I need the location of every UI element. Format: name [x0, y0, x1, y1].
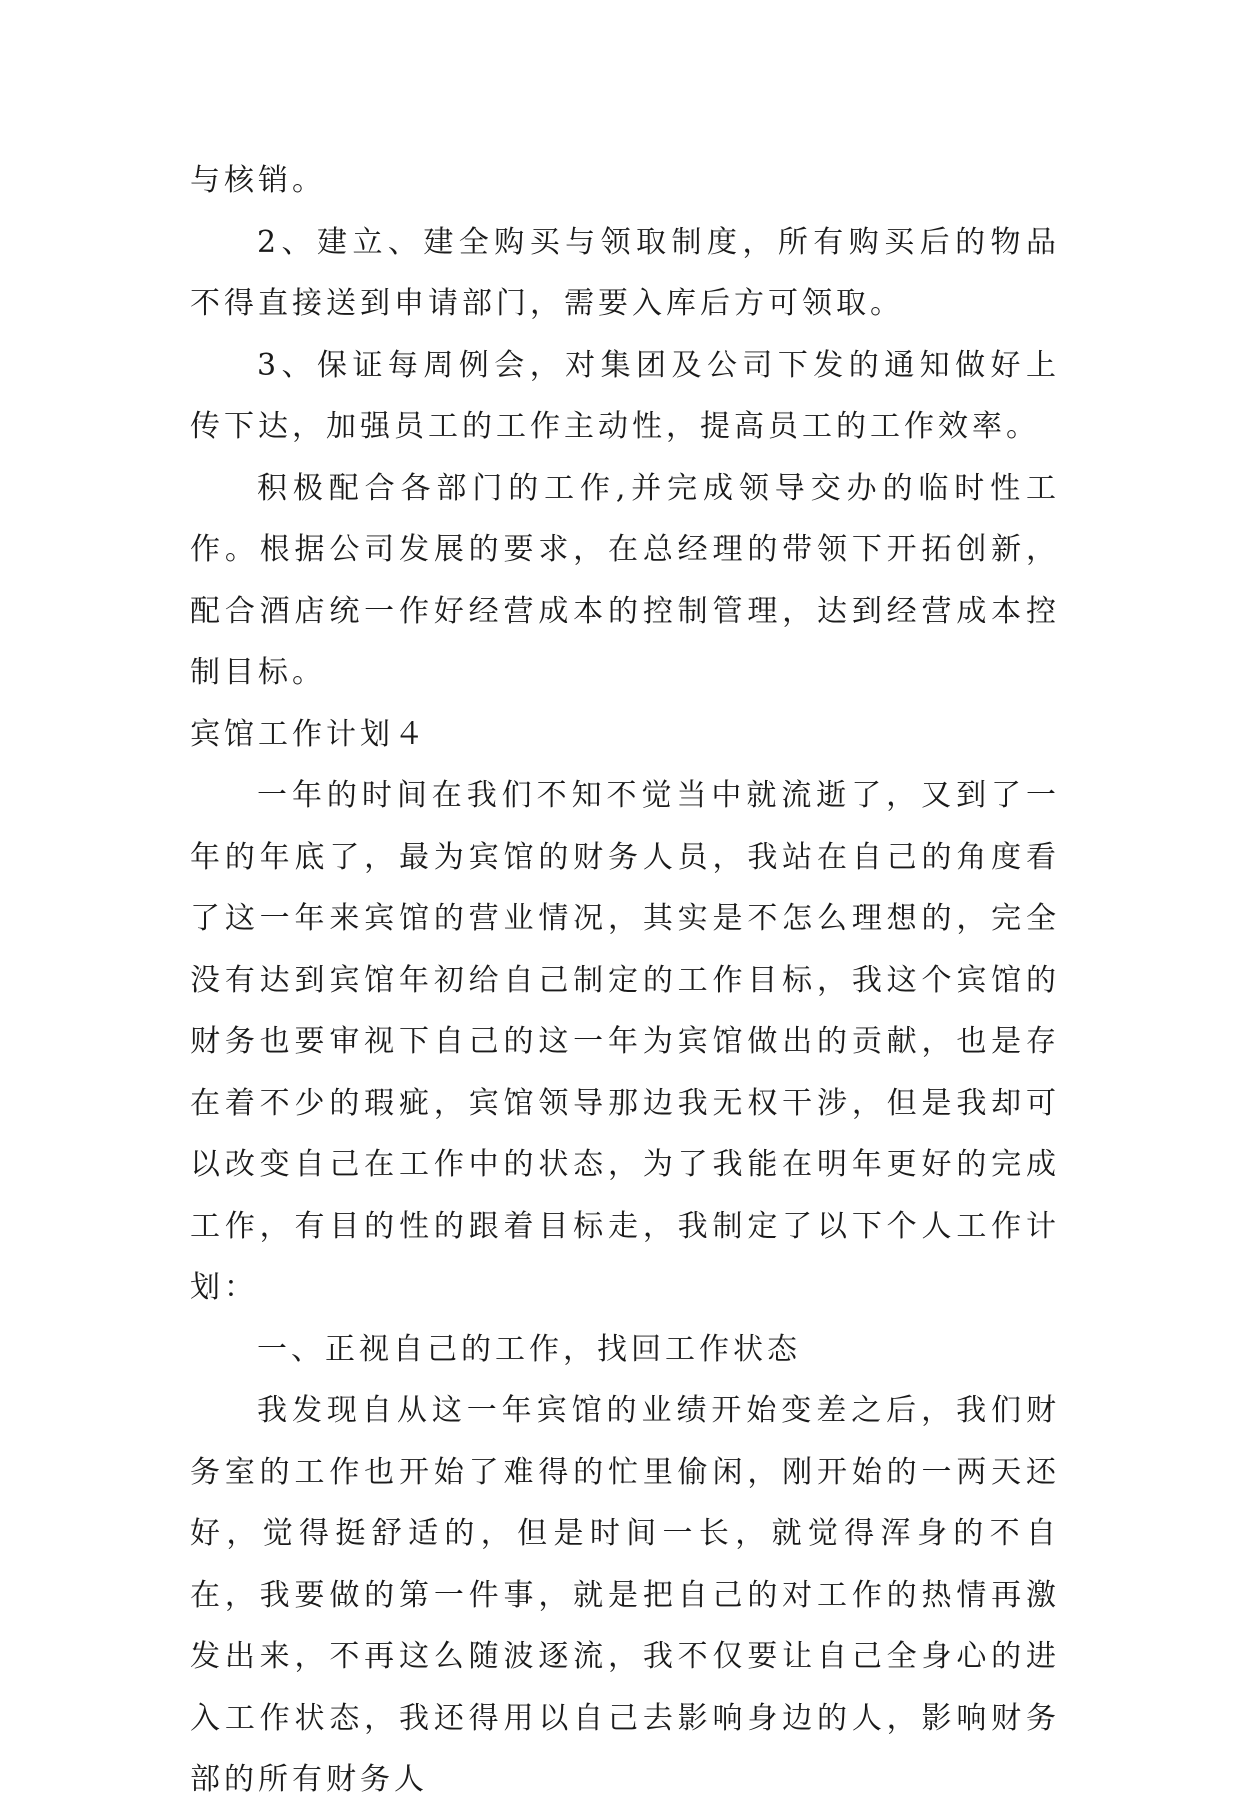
paragraph-item-2: 2、建立、建全购买与领取制度，所有购买后的物品不得直接送到申请部门，需要入库后方可领取。 [190, 224, 1060, 321]
paragraph-continuation: 与核销。 [190, 163, 326, 198]
section-heading: 宾馆工作计划４ [190, 716, 428, 752]
document-body [190, 150, 1060, 1811]
paragraph-cooperation: 积极配合各部门的工作,并完成领导交办的临时性工作。根据公司发展的要求，在总经理的带领下开拓创新，配合酒店统一作好经营成本的控制管理，达到经营成本控制目标。 [190, 470, 1060, 690]
paragraph-item-3: 3、保证每周例会，对集团及公司下发的通知做好上传下达，加强员工的工作主动性，提高员工的工作效率。 [190, 347, 1060, 444]
subheading-one: 一、正视自己的工作，找回工作状态 [257, 1331, 801, 1367]
paragraph-intro: 一年的时间在我们不知不觉当中就流逝了，又到了一年的年底了，最为宾馆的财务人员，我站在自己的角度看了这一年来宾馆的营业情况，其实是不怎么理想的，完全没有达到宾馆年初给自己制定的工作目标，我这个宾馆的财务也要审视下自己的这一年为宾馆做出的贡献，也是存在着不少的瑕疵，宾馆领导那边我无权干涉，但是我却可以改变自己在工作中的状态，为了我能在明年更好的完成工作，有目的性的跟着目标走，我制定了以下个人工作计划： [190, 778, 1060, 1305]
paragraph-body: 我发现自从这一年宾馆的业绩开始变差之后，我们财务室的工作也开始了难得的忙里偷闲，刚开始的一两天还好，觉得挺舒适的，但是时间一长，就觉得浑身的不自在，我要做的第一件事，就是把自己的对工作的热情再激发出来，不再这么随波逐流，我不仅要让自己全身心的进入工作状态，我还得用以自己去影响身边的人，影响财务部的所有财务人 [190, 1393, 1060, 1797]
